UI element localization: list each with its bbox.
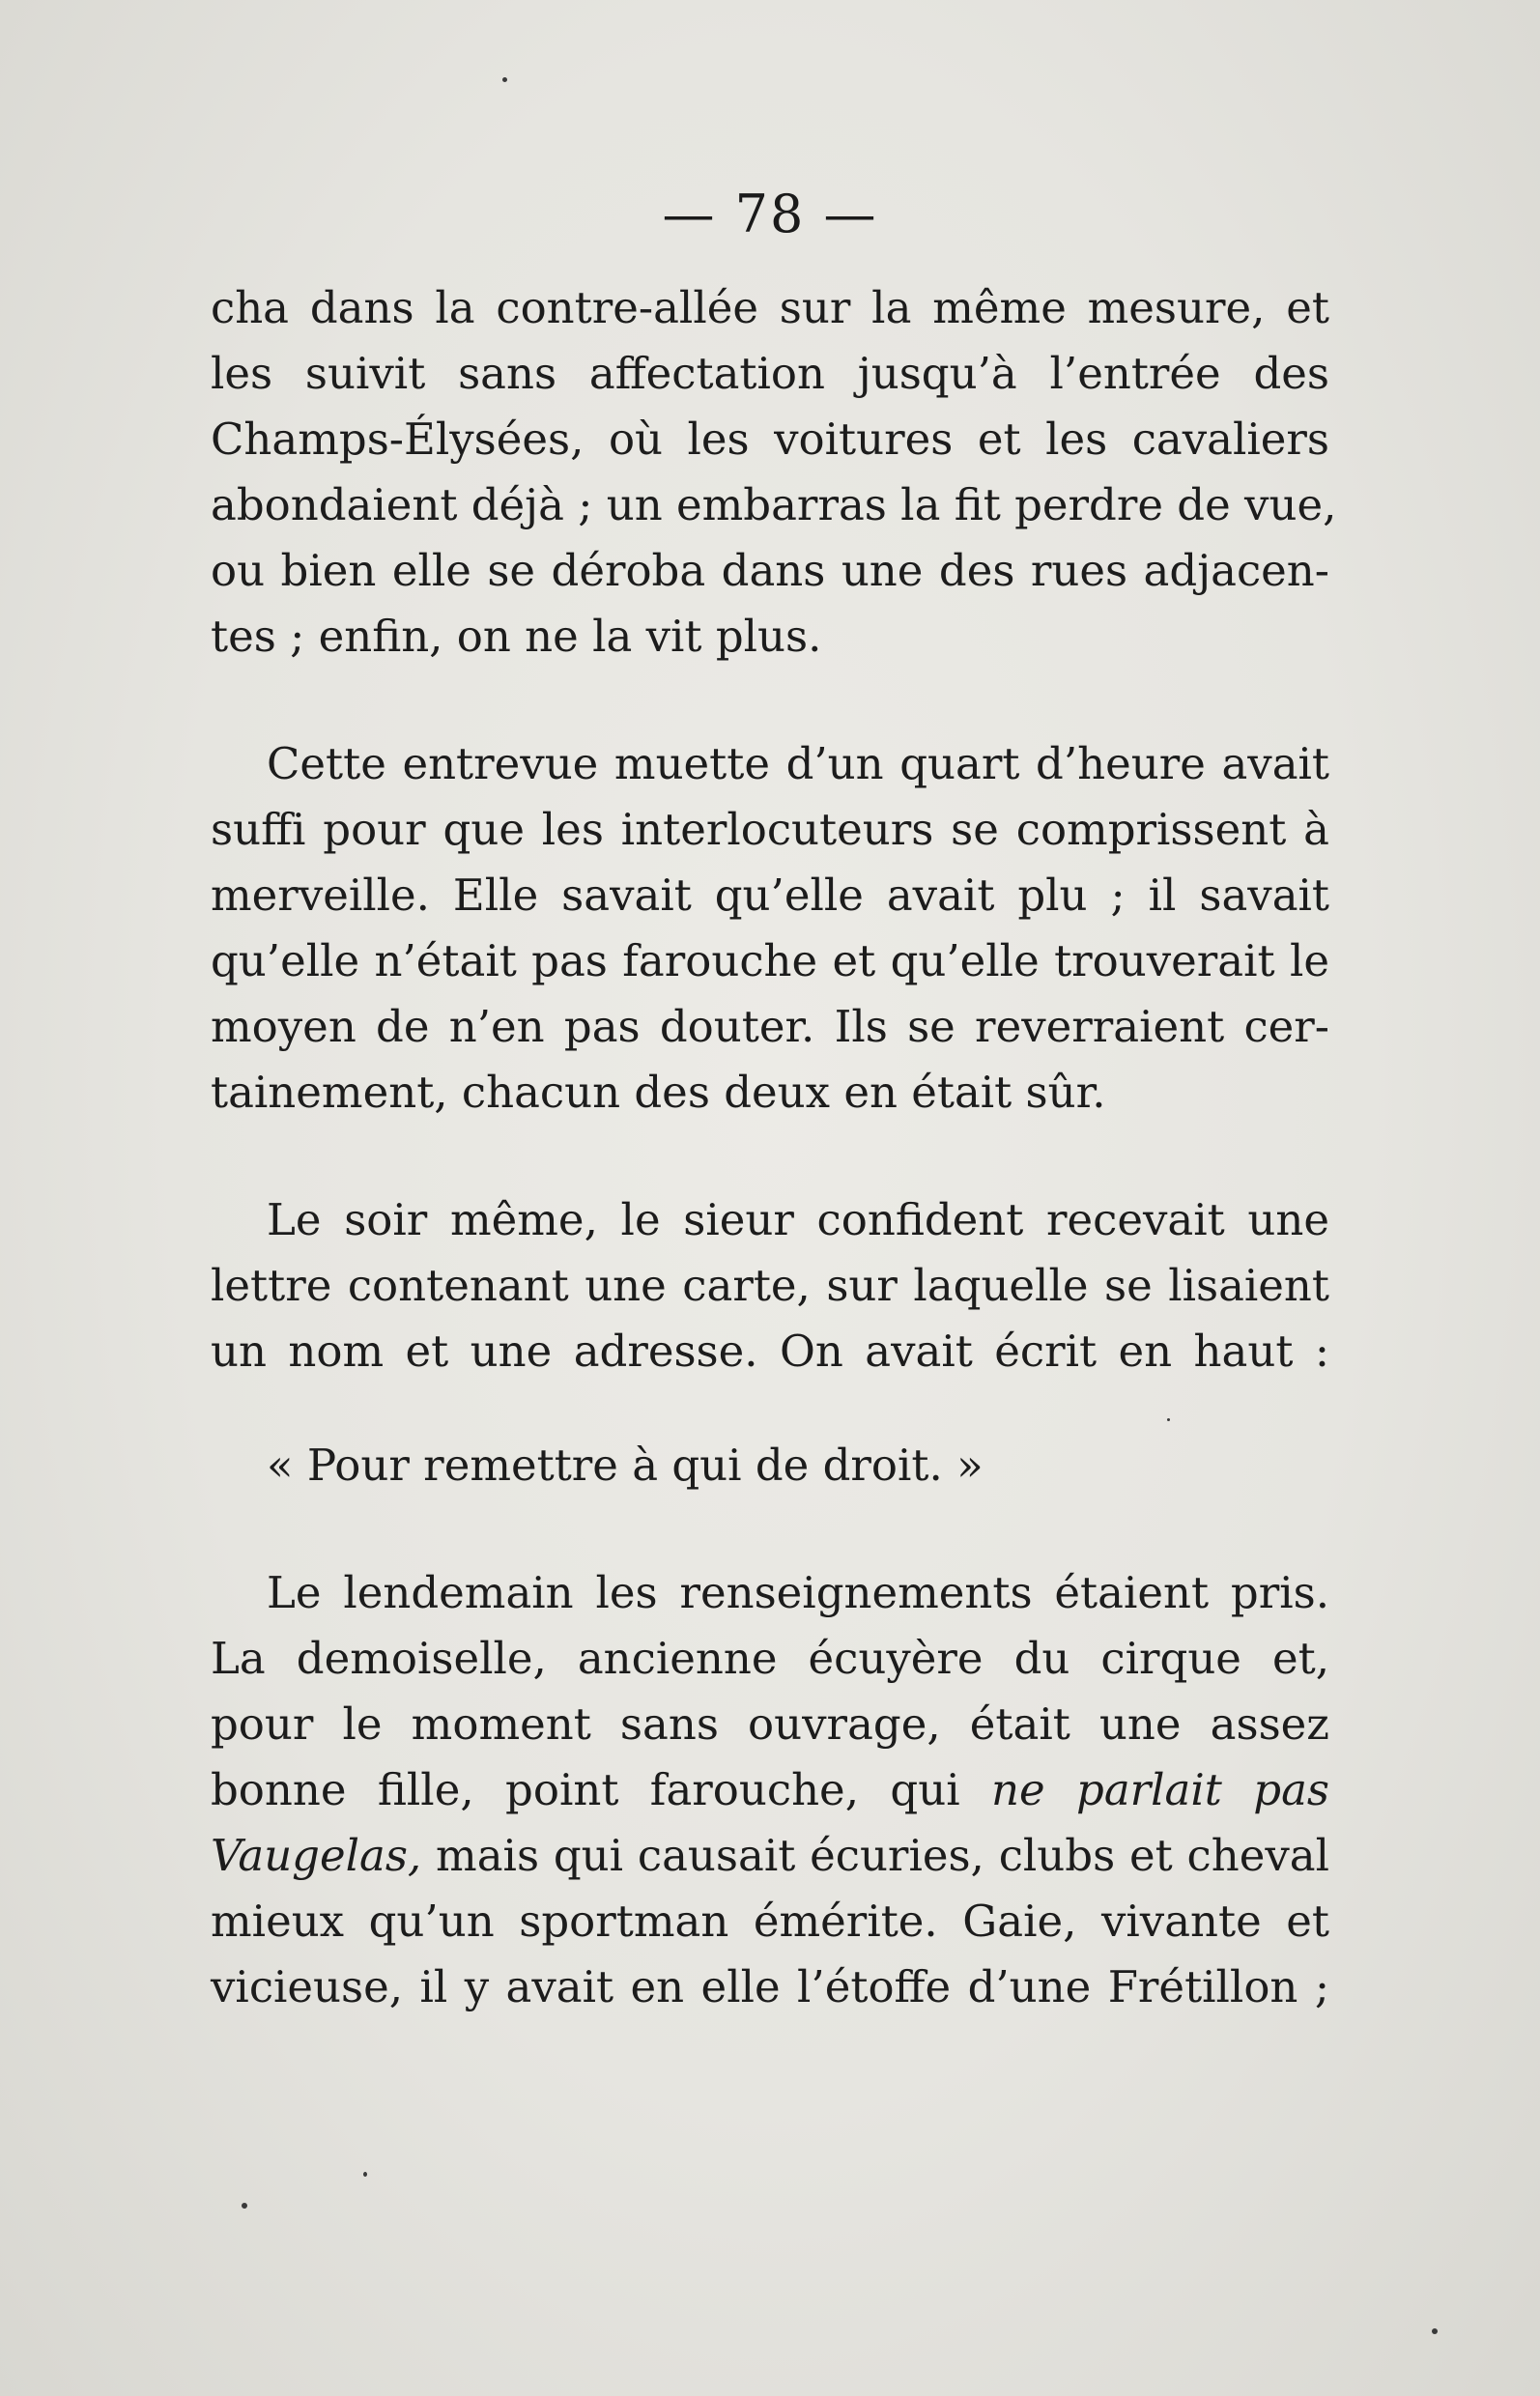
text-line: ou bien elle se déroba dans une des rues adjacen-: [211, 545, 1329, 596]
text-line: pour le moment sans ouvrage, était une assez: [211, 1698, 1329, 1750]
page-number: — 78 —: [662, 184, 878, 244]
text-line: Champs-Élysées, où les voitures et les cavaliers: [211, 414, 1329, 465]
text-line: tainement, chacun des deux en était sûr.: [211, 1067, 1106, 1118]
italic-run: ne parlait pas: [991, 1764, 1329, 1815]
quote-paragraph: [211, 1433, 1329, 1498]
text-line: suffi pour que les interlocuteurs se comprissent à: [211, 804, 1329, 855]
text-line: merveille. Elle savait qu’elle avait plu ; il savait: [211, 870, 1329, 921]
paragraph-1: [211, 275, 1337, 670]
text-run: mais qui causait écuries, clubs et cheval: [421, 1830, 1329, 1881]
text-line: tes ; enfin, on ne la vit plus.: [211, 611, 822, 662]
paragraph-5: [211, 1560, 1329, 2020]
quote-line: « Pour remettre à qui de droit. »: [267, 1440, 984, 1491]
paragraph-gap: [211, 670, 1329, 731]
text-line: moyen de n’en pas douter. Ils se reverraient cer-: [211, 1001, 1329, 1052]
paper-speck: [242, 2203, 247, 2209]
text-line: Le lendemain les renseignements étaient pris.: [267, 1567, 1329, 1618]
paper-speck: [1432, 2328, 1438, 2334]
text-line: abondaient déjà ; un embarras la fit perdre de vue,: [211, 479, 1337, 530]
paragraph-gap: [211, 1498, 1329, 1560]
text-line: qu’elle n’était pas farouche et qu’elle trouverait le: [211, 935, 1329, 986]
text-line: vicieuse, il y avait en elle l’étoffe d’une Frétillon ;: [211, 1961, 1329, 2012]
paper-speck: [1167, 1418, 1170, 1421]
paper-speck: [363, 2172, 367, 2177]
paragraph-gap: [211, 1126, 1329, 1187]
text-line: cha dans la contre-allée sur la même mesure, et: [211, 282, 1329, 333]
paragraph-gap: [211, 1384, 1329, 1433]
text-line: lettre contenant une carte, sur laquelle se lisaient: [211, 1260, 1329, 1311]
text-run: bonne fille, point farouche, qui: [211, 1764, 991, 1815]
text-line: Le soir même, le sieur confident recevait une: [267, 1194, 1329, 1245]
paper-speck: [502, 77, 507, 82]
paragraph-3: [211, 1187, 1329, 1384]
body-text: [211, 275, 1337, 2020]
text-line: les suivit sans affectation jusqu’à l’entrée des: [211, 348, 1329, 399]
italic-run: Vaugelas,: [211, 1830, 422, 1881]
text-line: La demoiselle, ancienne écuyère du cirque et,: [211, 1633, 1329, 1684]
text-line-mixed: [211, 1757, 1329, 1823]
text-line: Cette entrevue muette d’un quart d’heure avait: [267, 738, 1329, 789]
text-line: un nom et une adresse. On avait écrit en haut :: [211, 1326, 1329, 1377]
paragraph-2: [211, 731, 1329, 1126]
text-line: mieux qu’un sportman émérite. Gaie, vivante et: [211, 1896, 1329, 1947]
text-line-mixed: [211, 1823, 1329, 1889]
